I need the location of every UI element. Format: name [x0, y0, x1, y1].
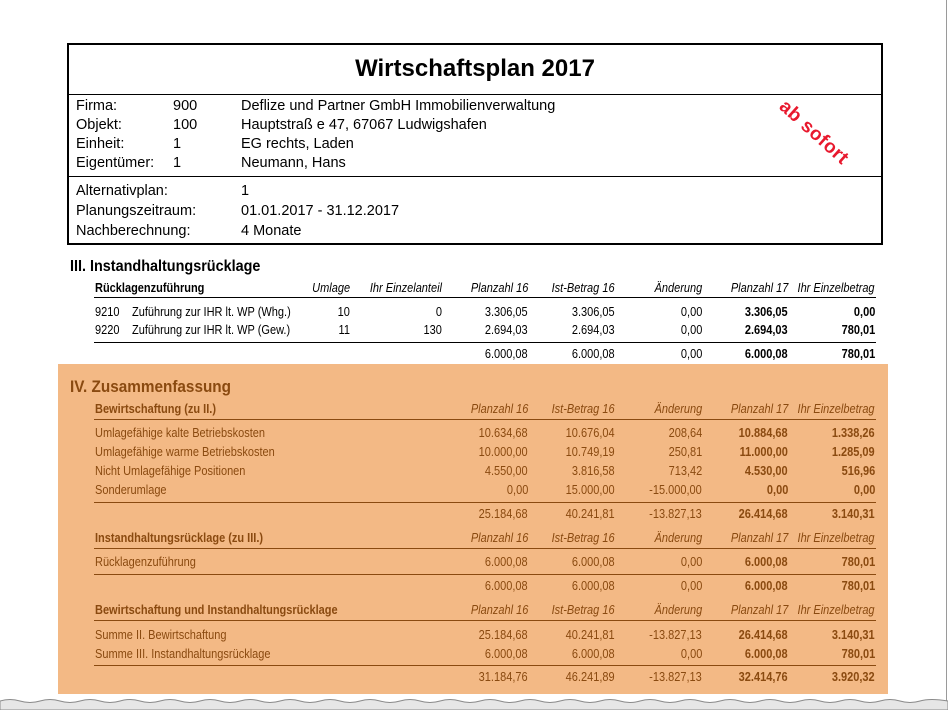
g2-row1-plan17: 6.000,08 — [745, 555, 788, 569]
s3-row2-umlage: 11 — [338, 323, 350, 337]
section4-title: IV. Zusammenfassung — [70, 377, 231, 396]
g2-total-ist16: 6.000,08 — [572, 579, 615, 593]
g2-total-plan16: 6.000,08 — [485, 579, 528, 593]
col-header-planzahl17: Planzahl 17 — [730, 281, 788, 295]
g3-row2-plan17: 6.000,08 — [745, 647, 788, 661]
torn-edge — [0, 696, 948, 710]
section3-title: III. Instandhaltungsrücklage — [70, 258, 261, 275]
g2-total-betrag: 780,01 — [841, 579, 875, 593]
rule — [94, 502, 876, 503]
info-firma-code: 900 — [173, 98, 198, 114]
plan-nachberechnung-value: 4 Monate — [241, 223, 302, 239]
s3-row2-plan16: 2.694,03 — [485, 323, 528, 337]
rule — [94, 665, 876, 666]
g1-total-aend: -13.827,13 — [649, 507, 702, 521]
g1-row3-ist16: 3.816,58 — [572, 464, 615, 478]
g2-title: Instandhaltungsrücklage (zu III.) — [95, 531, 264, 545]
s3-row1-ist16: 3.306,05 — [572, 305, 615, 319]
g3-row2-ist16: 6.000,08 — [572, 647, 615, 661]
g3-row1-plan17: 26.414,68 — [739, 628, 788, 642]
g3-row1-ist16: 40.241,81 — [566, 628, 615, 642]
rule — [94, 297, 876, 298]
col-header-aenderung: Änderung — [654, 281, 702, 295]
g1-header-aend: Änderung — [654, 402, 702, 416]
g2-row1-betrag: 780,01 — [841, 555, 875, 569]
g3-header-betrag: Ihr Einzelbetrag — [797, 603, 875, 617]
stamp-ab-sofort: ab sofort — [774, 96, 853, 170]
g1-row2-aend: 250,81 — [668, 445, 702, 459]
g1-row4-aend: -15.000,00 — [649, 483, 702, 497]
info-einheit-label: Einheit: — [76, 136, 125, 152]
g2-total-plan17: 6.000,08 — [745, 579, 788, 593]
g1-header-ist16: Ist-Betrag 16 — [552, 402, 615, 416]
g1-total-plan16: 25.184,68 — [479, 507, 528, 521]
g1-header-betrag: Ihr Einzelbetrag — [797, 402, 875, 416]
info-einheit-code: 1 — [173, 136, 182, 152]
rule — [94, 620, 876, 621]
g1-row4-plan16: 0,00 — [506, 483, 528, 497]
info-einheit-value: EG rechts, Laden — [241, 136, 354, 152]
g3-row2-betrag: 780,01 — [841, 647, 875, 661]
g3-header-plan16: Planzahl 16 — [470, 603, 528, 617]
g2-header-aend: Änderung — [654, 531, 702, 545]
g3-header-plan17: Planzahl 17 — [730, 603, 788, 617]
g3-row1-name: Summe II. Bewirtschaftung — [95, 628, 227, 642]
divider — [69, 176, 881, 177]
g3-total-plan16: 31.184,76 — [479, 670, 528, 684]
g1-row3-name: Nicht Umlagefähige Positionen — [95, 464, 246, 478]
plan-alternativ-value: 1 — [241, 183, 250, 199]
g3-row1-plan16: 25.184,68 — [479, 628, 528, 642]
g1-row4-name: Sonderumlage — [95, 483, 167, 497]
g3-total-ist16: 46.241,89 — [566, 670, 615, 684]
g1-title: Bewirtschaftung (zu II.) — [95, 402, 216, 416]
s3-row1-nr: 9210 — [95, 305, 120, 319]
divider — [69, 94, 881, 95]
g1-row1-name: Umlagefähige kalte Betriebskosten — [95, 426, 265, 440]
rule — [94, 419, 876, 420]
s3-row2-ist16: 2.694,03 — [572, 323, 615, 337]
s3-total-ist16: 6.000,08 — [572, 347, 615, 361]
g1-row2-name: Umlagefähige warme Betriebskosten — [95, 445, 275, 459]
g1-total-ist16: 40.241,81 — [566, 507, 615, 521]
info-eigentuemer-value: Neumann, Hans — [241, 155, 346, 171]
info-objekt-value: Hauptstraß e 47, 67067 Ludwigshafen — [241, 117, 487, 133]
g3-title: Bewirtschaftung und Instandhaltungsrücklage — [95, 603, 338, 617]
rule — [94, 574, 876, 575]
rule — [94, 548, 876, 549]
rule — [94, 342, 876, 343]
col-header-ist16: Ist-Betrag 16 — [552, 281, 615, 295]
g1-row1-betrag: 1.338,26 — [832, 426, 875, 440]
g1-row3-aend: 713,42 — [668, 464, 702, 478]
g1-row3-betrag: 516,96 — [841, 464, 875, 478]
col-header-umlage: Umlage — [312, 281, 350, 295]
g3-row2-name: Summe III. Instandhaltungsrücklage — [95, 647, 271, 661]
info-objekt-label: Objekt: — [76, 117, 122, 133]
g1-row1-plan17: 10.884,68 — [739, 426, 788, 440]
g2-row1-name: Rücklagenzuführung — [95, 555, 196, 569]
g1-row2-betrag: 1.285,09 — [832, 445, 875, 459]
s3-row2-nr: 9220 — [95, 323, 120, 337]
s3-row1-betrag: 0,00 — [853, 305, 875, 319]
g2-total-aend: 0,00 — [680, 579, 702, 593]
g1-row2-plan17: 11.000,00 — [739, 445, 788, 459]
info-eigentuemer-code: 1 — [173, 155, 182, 171]
g2-header-plan17: Planzahl 17 — [730, 531, 788, 545]
header-box — [67, 43, 883, 245]
g3-row1-betrag: 3.140,31 — [832, 628, 875, 642]
document-title: Wirtschaftsplan 2017 — [355, 55, 595, 82]
g1-row4-ist16: 15.000,00 — [566, 483, 615, 497]
plan-zeitraum-label: Planungszeitraum: — [76, 203, 197, 219]
g1-row1-aend: 208,64 — [668, 426, 702, 440]
s3-row2-anteil: 130 — [423, 323, 442, 337]
g2-row1-aend: 0,00 — [680, 555, 702, 569]
g1-total-plan17: 26.414,68 — [739, 507, 788, 521]
g1-row1-ist16: 10.676,04 — [566, 426, 615, 440]
g3-total-betrag: 3.920,32 — [832, 670, 875, 684]
g3-row2-aend: 0,00 — [680, 647, 702, 661]
g2-header-betrag: Ihr Einzelbetrag — [797, 531, 875, 545]
plan-nachberechnung-label: Nachberechnung: — [76, 223, 191, 239]
s3-row2-betrag: 780,01 — [841, 323, 875, 337]
g3-total-aend: -13.827,13 — [649, 670, 702, 684]
g1-total-betrag: 3.140,31 — [832, 507, 875, 521]
info-eigentuemer-label: Eigentümer: — [76, 155, 155, 171]
s3-row1-umlage: 10 — [337, 305, 350, 319]
col-header-planzahl16: Planzahl 16 — [470, 281, 528, 295]
g1-header-plan17: Planzahl 17 — [730, 402, 788, 416]
g1-row4-betrag: 0,00 — [853, 483, 875, 497]
g2-header-ist16: Ist-Betrag 16 — [552, 531, 615, 545]
g1-row3-plan17: 4.530,00 — [745, 464, 788, 478]
s3-row1-aend: 0,00 — [680, 305, 702, 319]
g1-row2-plan16: 10.000,00 — [479, 445, 528, 459]
s3-total-plan16: 6.000,08 — [485, 347, 528, 361]
g1-row3-plan16: 4.550,00 — [485, 464, 528, 478]
g1-header-plan16: Planzahl 16 — [470, 402, 528, 416]
s3-row1-plan16: 3.306,05 — [485, 305, 528, 319]
s3-row1-anteil: 0 — [435, 305, 442, 319]
g3-header-aend: Änderung — [654, 603, 702, 617]
s3-row1-name: Zuführung zur IHR lt. WP (Whg.) — [132, 305, 291, 319]
info-firma-value: Deflize und Partner GmbH Immobilienverwaltung — [241, 98, 556, 114]
g3-total-plan17: 32.414,76 — [739, 670, 788, 684]
col-header-einzelanteil: Ihr Einzelanteil — [369, 281, 442, 295]
g3-header-ist16: Ist-Betrag 16 — [552, 603, 615, 617]
info-firma-label: Firma: — [76, 98, 118, 114]
s3-row2-name: Zuführung zur IHR lt. WP (Gew.) — [132, 323, 291, 337]
g2-row1-ist16: 6.000,08 — [572, 555, 615, 569]
s3-total-plan17: 6.000,08 — [745, 347, 788, 361]
section3-subtitle: Rücklagenzuführung — [95, 281, 205, 295]
g1-row1-plan16: 10.634,68 — [479, 426, 528, 440]
info-objekt-code: 100 — [173, 117, 198, 133]
g1-row2-ist16: 10.749,19 — [566, 445, 615, 459]
col-header-einzelbetrag: Ihr Einzelbetrag — [797, 281, 875, 295]
plan-zeitraum-value: 01.01.2017 - 31.12.2017 — [241, 203, 400, 219]
s3-row2-plan17: 2.694,03 — [745, 323, 788, 337]
g3-row2-plan16: 6.000,08 — [485, 647, 528, 661]
s3-row1-plan17: 3.306,05 — [745, 305, 788, 319]
g1-row4-plan17: 0,00 — [766, 483, 788, 497]
s3-row2-aend: 0,00 — [680, 323, 702, 337]
plan-alternativ-label: Alternativplan: — [76, 183, 168, 199]
g3-row1-aend: -13.827,13 — [649, 628, 702, 642]
g2-header-plan16: Planzahl 16 — [470, 531, 528, 545]
g2-row1-plan16: 6.000,08 — [485, 555, 528, 569]
s3-total-aend: 0,00 — [680, 347, 702, 361]
s3-total-betrag: 780,01 — [841, 347, 875, 361]
